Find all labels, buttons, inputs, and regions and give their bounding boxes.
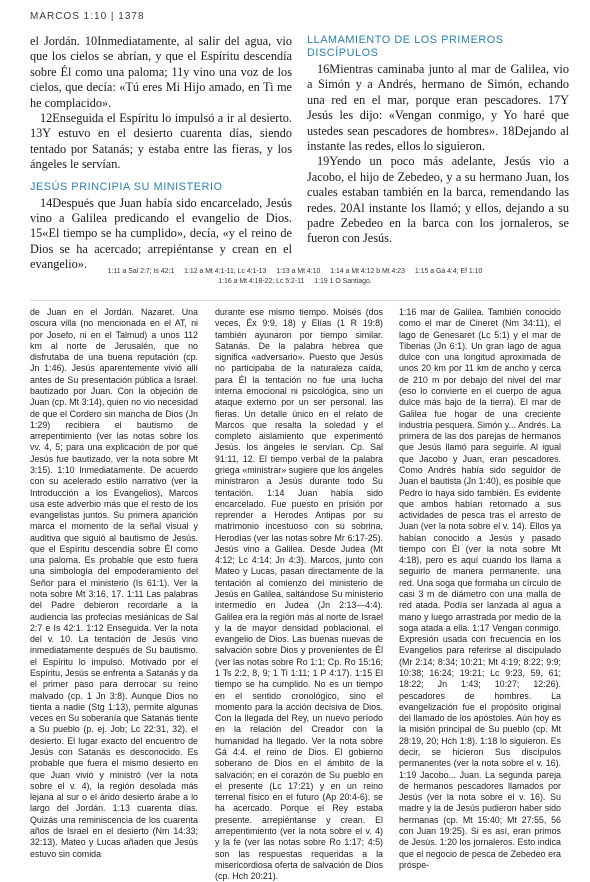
scripture-left-column xyxy=(30,34,292,273)
cross-reference: 1:13 a Mt 4:10 xyxy=(276,268,321,275)
cross-reference-line xyxy=(30,277,560,287)
cross-reference: 1:15 a Gá 4:4; Ef 1:10 xyxy=(414,268,483,275)
cross-reference: 1:19 1 O Santiago. xyxy=(314,278,372,285)
cross-reference: 1:12 a Mt 4:1-11; Lc 4:1-13 xyxy=(184,268,267,275)
cross-references xyxy=(30,267,560,287)
divider xyxy=(30,300,560,301)
cross-reference-line xyxy=(30,267,560,277)
cross-reference: 1:14 a Mt 4:12 b Mt 4:23 xyxy=(330,268,405,275)
scripture-paragraph: 14Después que Juan había sido encarcelado, Jesús vino a Galilea predicando el evangelio de Dios. 15«El tiempo se ha cumplido», decía, «y el reino de Dios se ha acercado; arrepiéntanse y crean en el evangelio». xyxy=(30,195,292,272)
study-note-text: durante ese mismo tiempo. Moisés (dos veces, Éx 9:9, 18) y Elías (1 R 19:8) también ayunaron por tiempo similar. Satanás. De la palabra hebrea que significa «adversario». Puesto que Jesús no participaba de la naturaleza caída, para Él la tentación no fue una lucha interna emocional ni psicológica, sino un ataque externo por un ser personal. las fieras. Un detalle único en el relato de Marcos que resalta la soledad y el completo aislamiento que experimentó Jesús. los ángeles le servían. Cp. Sal 91:11, 12. El tiempo verbal de la palabra griega «ministrar» sugiere que los ángeles ministraron a Jesús durante todo Su tentación. 1:14 Juan había sido encarcelado. Fue puesto en prisión por reprender a Herodes Antipas por su matrimonio incestuoso con su sobrina, Herodías (ver las notas sobre Mr 6:17-25). Jesús vino a Galilea. Desde Judea (Mt 4:12; Lc 4:14; Jn 4:3). Marcos, junto con Mateo y Lucas, pasan directamente de la tentación al comienzo del ministerio de Jesús en Galilea, saltándose Su ministerio intermedio en Judea (Jn 2:13—4:4). Galilea era la región más al norte de Israel y la de mayor densidad poblacional. el evangelio de Dios. Las buenas nuevas de salvación sobre Dios y provenientes de Él (ver las notas sobre Ro 1:1; Cp. Ro 15:16; 1 Ts 2:2, 8, 9; 1 Ti 1:11; 1 P 4:17). 1:15 El tiempo se ha cumplido. No es un tiempo en el sentido cronológico, sino el momento para la acción decisiva de Dios. Con la llegada del Rey, un nuevo período en la relación del Creador con la humanidad ha llegado. Ver la nota sobre Gá 4:4. el reino de Dios. El gobierno soberano de Dios en el ámbito de la salvación; en el corazón de Su pueblo en el presente (Lc 17:21) y en un reino terrenal físico en el futuro (Ap 20:4-6). se ha acercado. Porque el Rey estaba presente. arrepiéntanse y crean. El arrepentimiento (ver la nota sobre el v. 4) y la fe (ver las notas sobre Ro 1:17; 4:5) son las respuestas requeridas a la misericordiosa oferta de salvación de Dios (cp. Hch 20:21). xyxy=(215,307,383,882)
page-header: MARCOS 1:10 | 1378 xyxy=(30,11,145,22)
study-notes-column-3 xyxy=(399,307,561,871)
scripture-right-column xyxy=(307,34,569,247)
study-note-text: 1:16 mar de Galilea. También conocido como el mar de Cineret (Nm 34:11), el lago de Genesaret (Lc 5:1) y el mar de Tiberias (Jn 6:1). Un gran lago de agua dulce con una longitud aproximada de unos 20 km por 11 km de ancho y cerca de 210 m por debajo del nivel del mar (eso lo convierte en el cuerpo de agua dulce más bajo de la tierra). El mar de Galilea fue hogar de una creciente industria pesquera. Simón y... Andrés. La primera de las dos parejas de hermanos que Jesús llamó para seguirle. Al igual que Jacobo y Juan, eran pescadores. Como Andrés había sido seguidor de Juan el bautista (Jn 1:40), es posible que Pedro lo haya sido también. Es evidente que ambos habían retornado a sus actividades de pesca tras el arresto de Juan (ver la nota sobre el v. 14). Ellos ya habían conocido a Jesús y pasado tiempo con Él (ver la nota sobre Mt 4:18), pero es aquí cuando los llama a seguirlo de manera permanente. una red. Una soga que formaba un círculo de casi 3 m de diámetro con una malla de red atada. Podía ser lanzada al agua a mano y luego arrastrada por medio de la soga atada a ella. 1:17 Vengan conmigo. Expresión usada con frecuencia en los Evangelios para referirse al discipulado (Mr 2:14; 8:34; 10:21; Mt 4:19; 8:22; 9:9; 10:38; 16:24; 19:21; Lc 9:23, 59, 61; 18:22; Jn 1:43; 10:27; 12:26). pescadores de hombres. La evangelización fue el propósito original del llamado de los apóstoles. Aún hoy es la misión principal de Su pueblo (cp. Mt 28:19, 20; Hch 1:8). 1:18 lo siguieron. Es decir, se hicieron Sus discípulos permanentes (ver la nota sobre el v. 16). 1:19 Jacobo... Juan. La segunda pareja de hermanos pescadores llamados por Jesús (ver la nota sobre el v. 16). Su madre y la de Jesús pudieron haber sido hermanas (cp. Mt 15:40; Mt 27:55, 56 con Juan 19:25). Si es así, eran primos de Jesús. 1:20 los jornaleros. Esto indica que el negocio de pesca de Zebedeo era próspe- xyxy=(399,307,561,870)
section-heading: LLAMAMIENTO DE LOS PRIMEROS DISCÍPULOS xyxy=(307,34,504,59)
study-notes-column-1 xyxy=(30,307,198,860)
scripture-paragraph: el Jordán. 10Inmediatamente, al salir del agua, vio que los cielos se abrían, y que el Espíritu descendía sobre Él como una paloma; 11y vino una voz de los cielos, que decía: «Tú eres Mi Hijo amado, en Ti me he complacido». xyxy=(30,34,292,110)
cross-reference: 1:16 a Mt 4:18-22; Lc 5:2-11 xyxy=(218,278,305,285)
scripture-paragraph: 12Enseguida el Espíritu lo impulsó a ir al desierto. 13Y estuvo en el desierto cuarenta días, siendo tentado por Satanás; y estaba entre las fieras, y los ángeles le servían. xyxy=(30,111,292,172)
section-heading: JESÚS PRINCIPIA SU MINISTERIO xyxy=(30,180,223,193)
scripture-paragraph: 16Mientras caminaba junto al mar de Galilea, vio a Simón y a Andrés, hermano de Simón, echando una red en el mar, porque eran pescadores. 17Y Jesús les dijo: «Vengan conmigo, y Yo haré que ustedes sean pescadores de hombres». 18Dejando al instante las redes, ellos lo siguieron. xyxy=(307,62,569,154)
cross-reference: 1:11 a Sal 2:7; Is 42:1 xyxy=(107,268,175,275)
study-notes-column-2 xyxy=(215,307,383,882)
study-note-text: de Juan en el Jordán. Nazaret. Una oscura villa (no mencionada en el AT, ni por Josefo, ni en el Talmud) a unos 112 km al norte de Jerusalén, que no disfrutaba de una buena reputación (cp. Jn 1:46). Jesús aparentemente vivió allí antes de Su presentación pública a Israel. bautizado por Juan. Con la objeción de Juan (cp. Mt 3:14), quien no vio necesidad de que el Cordero sin mancha de Dios (Jn 1:29) recibiera el bautismo de arrepentimiento (ver las notas sobre los vv. 4, 5; para una explicación de por qué Jesús fue bautizado, ver la nota sobre Mt 3:15). 1:10 Inmediatamente. De acuerdo con su acelerado estilo narrativo (ver la Introducción a los Evangelios), Marcos usa este adverbio más que el resto de los evangelistas juntos. Su primera aparición marca el momento de la señal visual y auditiva que siguió al bautismo de Jesús. que el Espíritu descendía sobre Él como una paloma. Es probable que esto fuera una simbología del empoderamiento del Señor para el ministerio (Is 61:1). Ver la nota sobre Mt 3:16, 17. 1:11 Las palabras del Padre debieron recordarle a la audiencia las profecías mesiánicas de Sal 2:7 e Is 42:1. 1:12 Enseguida. Ver la nota del v. 10. La tentación de Jesús vino inmediatamente después de Su bautismo. el Espíritu lo impulsó. Motivado por el Espíritu, Jesús se enfrenta a Satanás y da el primer paso para derrocar su reino malvado (cp. 1 Jn 3:8). Aunque Dios no tienta a nadie (Stg 1:13), permite algunas veces en Su soberanía que Satanás tiente a Su pueblo (p. ej. Job; Lc 22:31, 32). el desierto. El lugar exacto del encuentro de Jesús con Satanás es desconocido. Es probable que fuera el mismo desierto en que Juan vivió y ministró (ver la nota sobre el v. 4), la región desolada más lejana al sur o el árido desierto árabe a lo largo del Jordán. 1:13 cuarenta días. Quizás una reminiscencia de los cuarenta años de Israel en el desierto (Nm 14:33; 32:13). Mateo y Lucas añaden que Jesús estuvo sin comida xyxy=(30,307,198,859)
scripture-paragraph: 19Yendo un poco más adelante, Jesús vio a Jacobo, el hijo de Zebedeo, y a su hermano Juan, los cuales estaban también en la barca, remendando las redes. 20Al instante los llamó; y ellos, dejando a su padre Zebedeo en la barca con los jornaleros, se fueron con Jesús. xyxy=(307,154,569,246)
